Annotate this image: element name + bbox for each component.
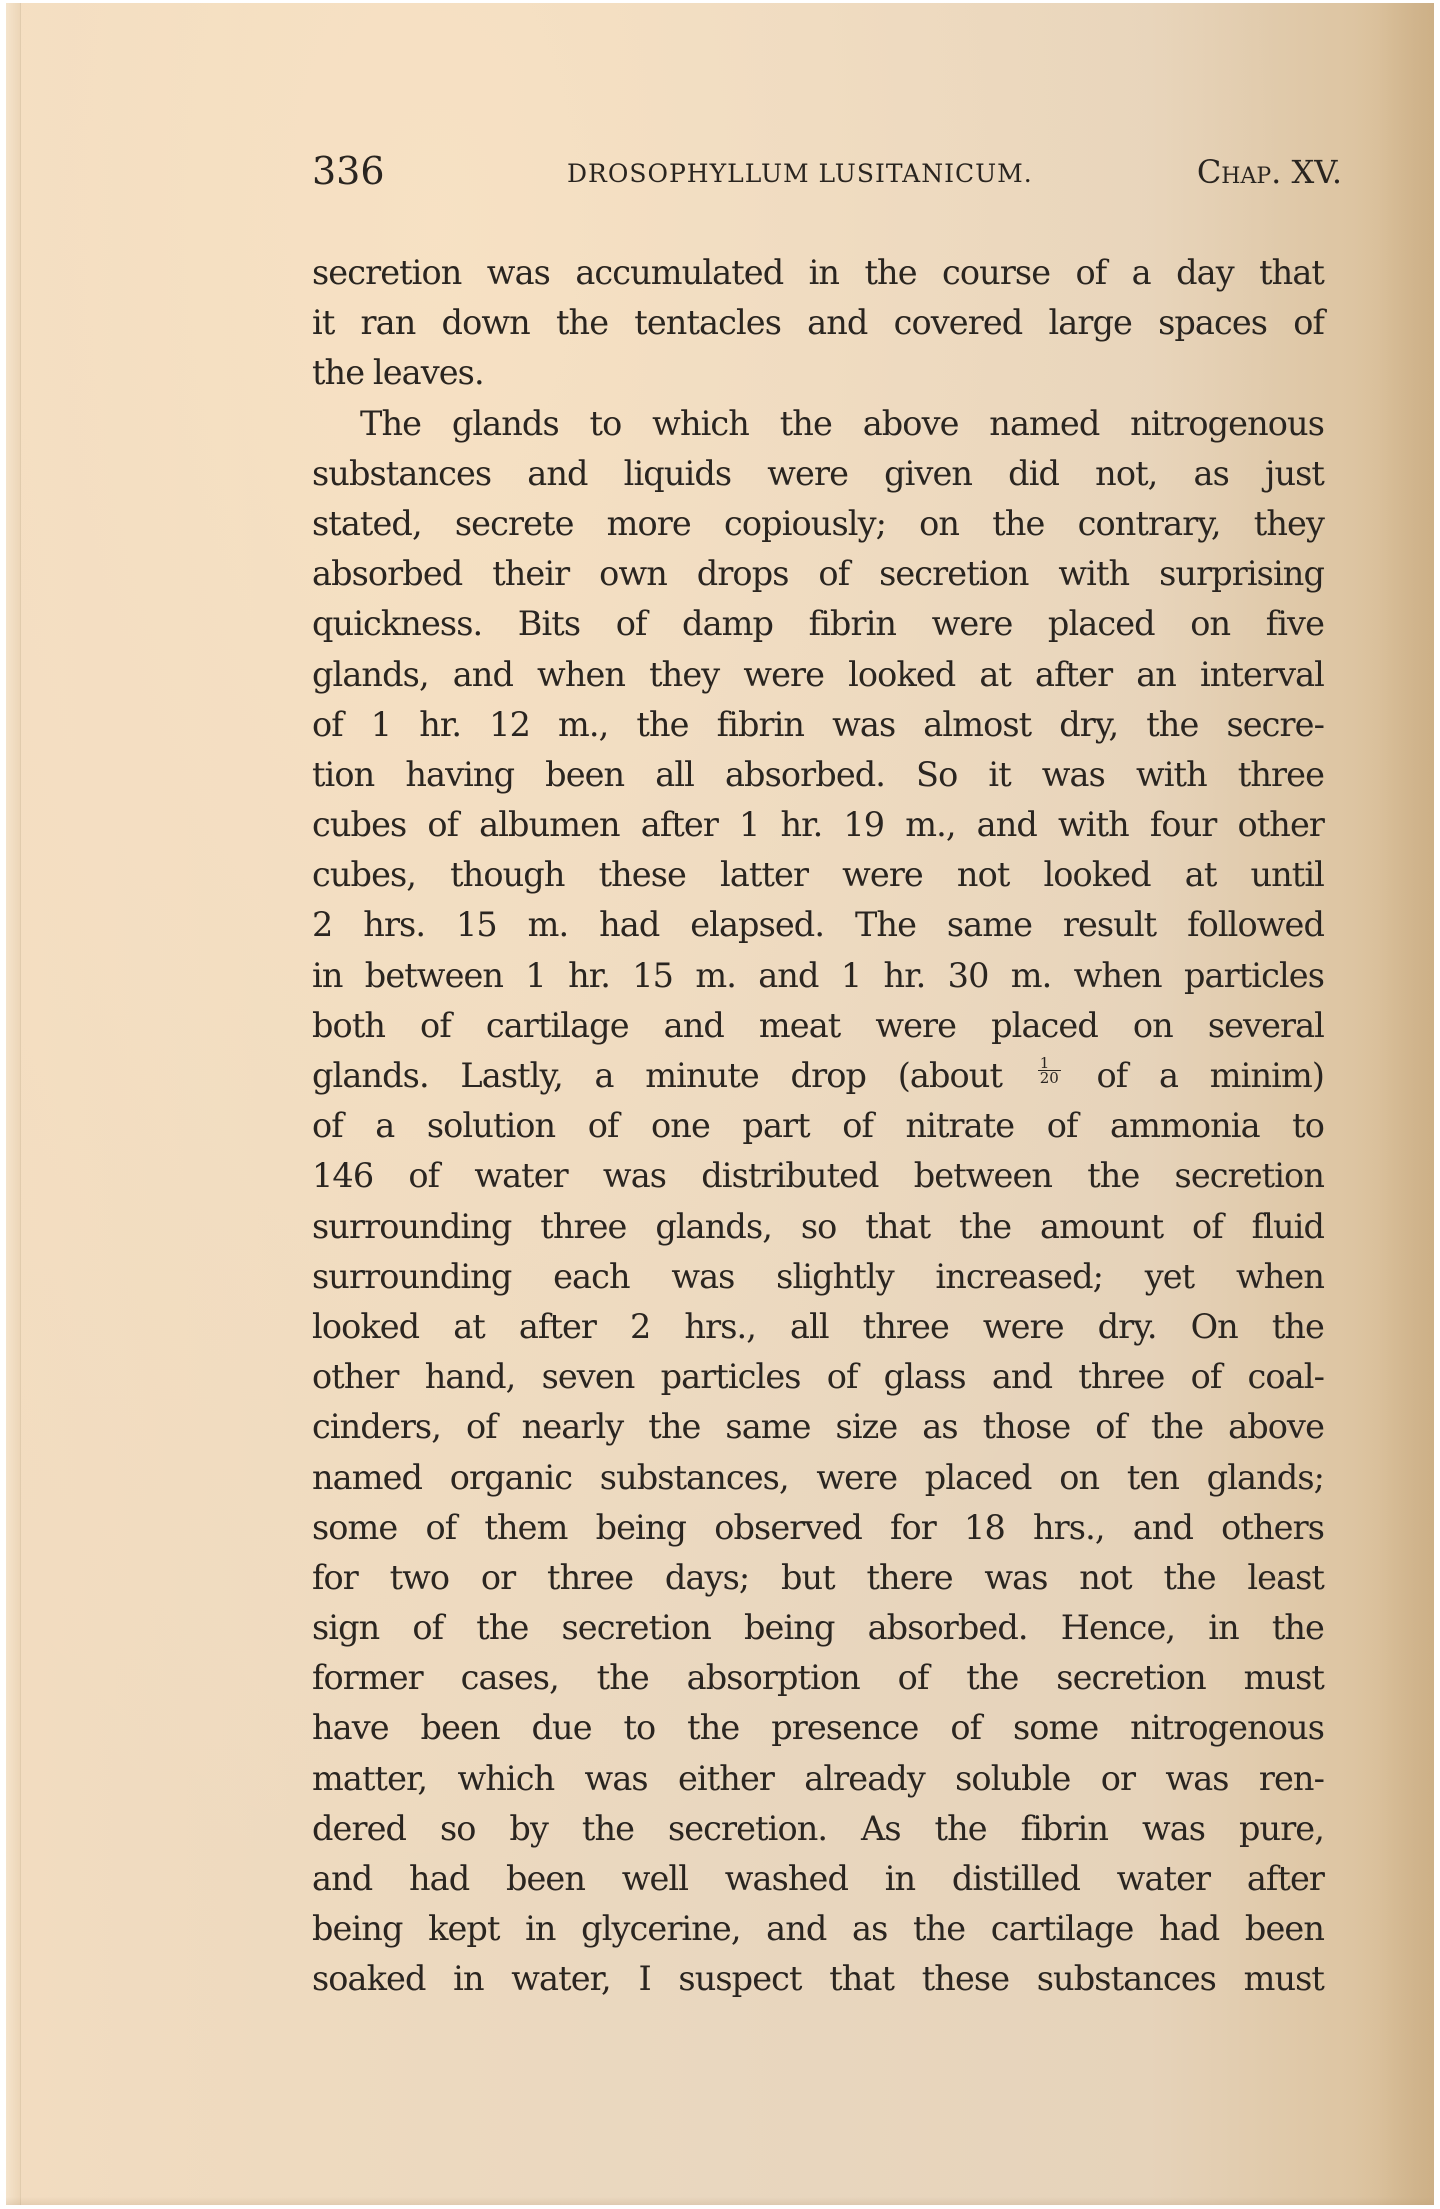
page-left-edge bbox=[6, 3, 21, 2205]
text-segment: glands. Lastly, a minute drop (about bbox=[312, 1056, 1034, 1095]
fraction-denominator: 20 bbox=[1039, 1069, 1059, 1087]
page-number: 336 bbox=[312, 149, 385, 193]
text-line: cinders, of nearly the same size as those of the above bbox=[312, 1407, 1324, 1447]
text-line: and had been well washed in distilled water after bbox=[312, 1859, 1324, 1898]
running-head bbox=[312, 149, 1342, 209]
body-text bbox=[312, 248, 1324, 2005]
text-line: named organic substances, were placed on ten glands; bbox=[312, 1457, 1324, 1497]
text-line: stated, secrete more copiously; on the contrary, they bbox=[312, 503, 1324, 543]
text-line: other hand, seven particles of glass and three of coal- bbox=[312, 1357, 1324, 1397]
text-line: tion having been all absorbed. So it was with three bbox=[312, 754, 1324, 794]
text-line: looked at after 2 hrs., all three were dry. On the bbox=[312, 1306, 1324, 1346]
text-line: in between 1 hr. 15 m. and 1 hr. 30 m. when particles bbox=[312, 955, 1324, 995]
text-line: former cases, the absorption of the secretion must bbox=[312, 1658, 1324, 1698]
text-line: cubes of albumen after 1 hr. 19 m., and with four other bbox=[312, 805, 1324, 845]
text-line: soaked in water, I suspect that these substances must bbox=[312, 1959, 1324, 1999]
text-line: being kept in glycerine, and as the cartilage had been bbox=[312, 1909, 1324, 1949]
text-line: cubes, though these latter were not looked at until bbox=[312, 855, 1324, 895]
text-line: matter, which was either already soluble or was ren- bbox=[312, 1758, 1324, 1798]
text-line: for two or three days; but there was not the least bbox=[312, 1557, 1324, 1597]
page-bottom-shadow bbox=[6, 2197, 1434, 2205]
text-line: substances and liquids were given did not, as just bbox=[312, 453, 1324, 493]
text-line: some of them being observed for 18 hrs., and others bbox=[312, 1507, 1324, 1547]
text-line: dered so by the secretion. As the fibrin was pure, bbox=[312, 1808, 1324, 1848]
text-line: glands, and when they were looked at after an interval bbox=[312, 654, 1324, 694]
chapter-label: Chap. XV. bbox=[1196, 153, 1342, 191]
text-line: absorbed their own drops of secretion with surprising bbox=[312, 554, 1324, 594]
fraction-numerator: 1 bbox=[1038, 1056, 1061, 1071]
text-line bbox=[312, 1051, 1324, 1101]
text-segment: of a minim) bbox=[1064, 1056, 1325, 1095]
text-line: The glands to which the above named nitrogenous bbox=[360, 403, 1324, 443]
text-line: of 1 hr. 12 m., the fibrin was almost dry, the secre- bbox=[312, 704, 1324, 744]
text-line: it ran down the tentacles and covered large spaces of bbox=[312, 303, 1324, 343]
text-line: both of cartilage and meat were placed on several bbox=[312, 1005, 1324, 1045]
text-line: quickness. Bits of damp fibrin were placed on five bbox=[312, 604, 1324, 644]
text-line: have been due to the presence of some nitrogenous bbox=[312, 1708, 1324, 1748]
text-line: surrounding three glands, so that the amount of fluid bbox=[312, 1206, 1324, 1246]
fraction bbox=[1038, 1056, 1061, 1085]
text-line: sign of the secretion being absorbed. Hence, in the bbox=[312, 1608, 1324, 1648]
running-title: DROSOPHYLLUM LUSITANICUM. bbox=[567, 159, 1033, 188]
text-line: 2 hrs. 15 m. had elapsed. The same result followed bbox=[312, 905, 1324, 945]
text-line: surrounding each was slightly increased; yet when bbox=[312, 1256, 1324, 1296]
text-line: 146 of water was distributed between the secretion bbox=[312, 1156, 1324, 1196]
text-line: secretion was accumulated in the course of a day that bbox=[312, 253, 1324, 292]
text-line: the leaves. bbox=[312, 353, 484, 393]
text-line: of a solution of one part of nitrate of ammonia to bbox=[312, 1106, 1324, 1146]
book-page bbox=[6, 3, 1434, 2205]
